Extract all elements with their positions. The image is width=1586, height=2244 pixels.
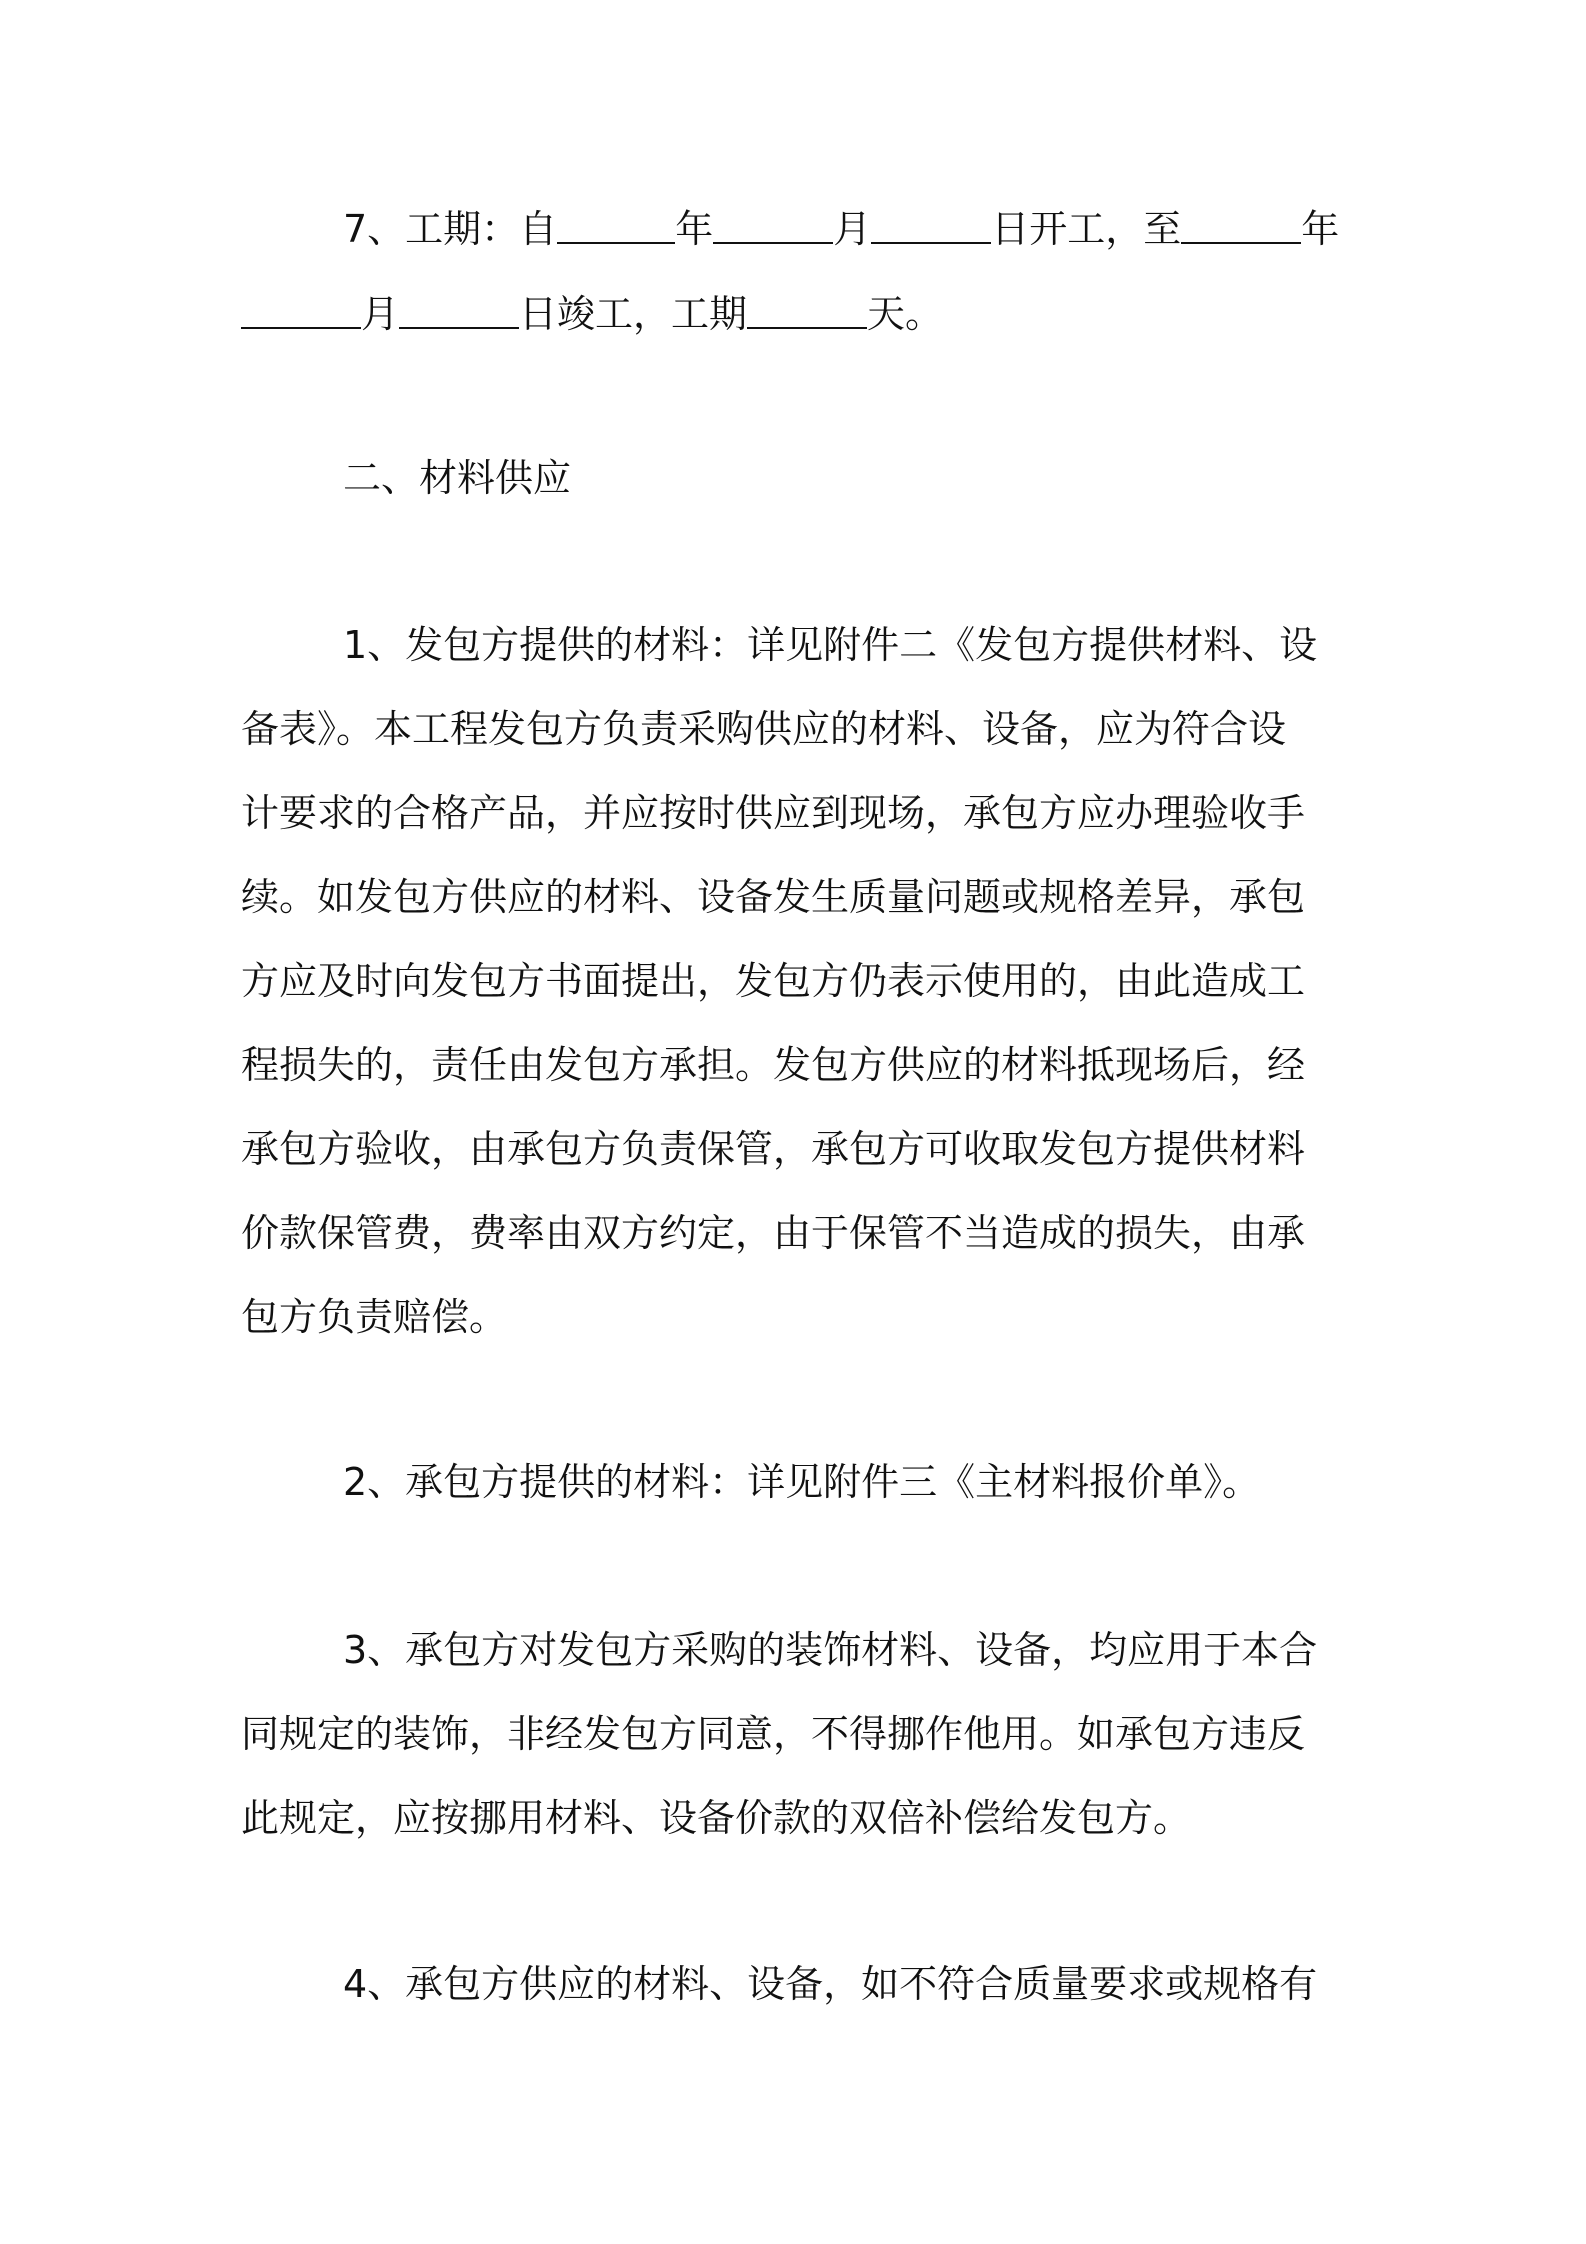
paragraph-line: 价款保管费，费率由双方约定，由于保管不当造成的损失，由承 [241,1211,1306,1255]
start-month-label: 月 [833,207,872,251]
section-title: 二、材料供应 [343,456,572,500]
paragraph-line: 承包方验收，由承包方负责保管，承包方可收取发包方提供材料 [241,1127,1306,1171]
duration-days-blank [747,293,867,329]
start-year-blank [557,208,675,244]
clause-7-prefix: 7、工期：自 [343,207,558,251]
end-year-label: 年 [1301,207,1340,251]
clause-7-duration-line-1 [343,187,1361,271]
start-month-blank [713,208,833,244]
paragraph-line: 计要求的合格产品，并应按时供应到现场，承包方应办理验收手 [241,791,1306,835]
end-year-blank [1181,208,1301,244]
paragraph-line: 备表》。本工程发包方负责采购供应的材料、设备，应为符合设 [241,707,1287,751]
start-day-label: 日开工，至 [991,207,1182,251]
end-month-label: 月 [361,292,400,336]
paragraph-line: 此规定，应按挪用材料、设备价款的双倍补偿给发包方。 [241,1796,1192,1840]
start-day-blank [871,208,991,244]
paragraph-line: 方应及时向发包方书面提出，发包方仍表示使用的，由此造成工 [241,959,1306,1003]
end-day-blank [399,293,519,329]
paragraph-line: 4、承包方供应的材料、设备，如不符合质量要求或规格有 [343,1962,1318,2006]
paragraph-line: 1、发包方提供的材料：详见附件二《发包方提供材料、设 [343,623,1318,667]
paragraph-line: 程损失的，责任由发包方承担。发包方供应的材料抵现场后，经 [241,1043,1306,1087]
clause-7-duration-line-2 [241,272,1361,356]
paragraph-line: 续。如发包方供应的材料、设备发生质量问题或规格差异，承包 [241,875,1306,919]
paragraph-line: 同规定的装饰，非经发包方同意，不得挪作他用。如承包方违反 [241,1712,1306,1756]
paragraph-line: 2、承包方提供的材料：详见附件三《主材料报价单》。 [343,1460,1261,1504]
end-day-label: 日竣工，工期 [519,292,748,336]
start-year-label: 年 [675,207,714,251]
paragraph-line: 3、承包方对发包方采购的装饰材料、设备，均应用于本合 [343,1628,1318,1672]
paragraph-line: 包方负责赔偿。 [241,1295,508,1339]
end-month-blank [241,293,361,329]
duration-days-label: 天。 [867,292,944,336]
